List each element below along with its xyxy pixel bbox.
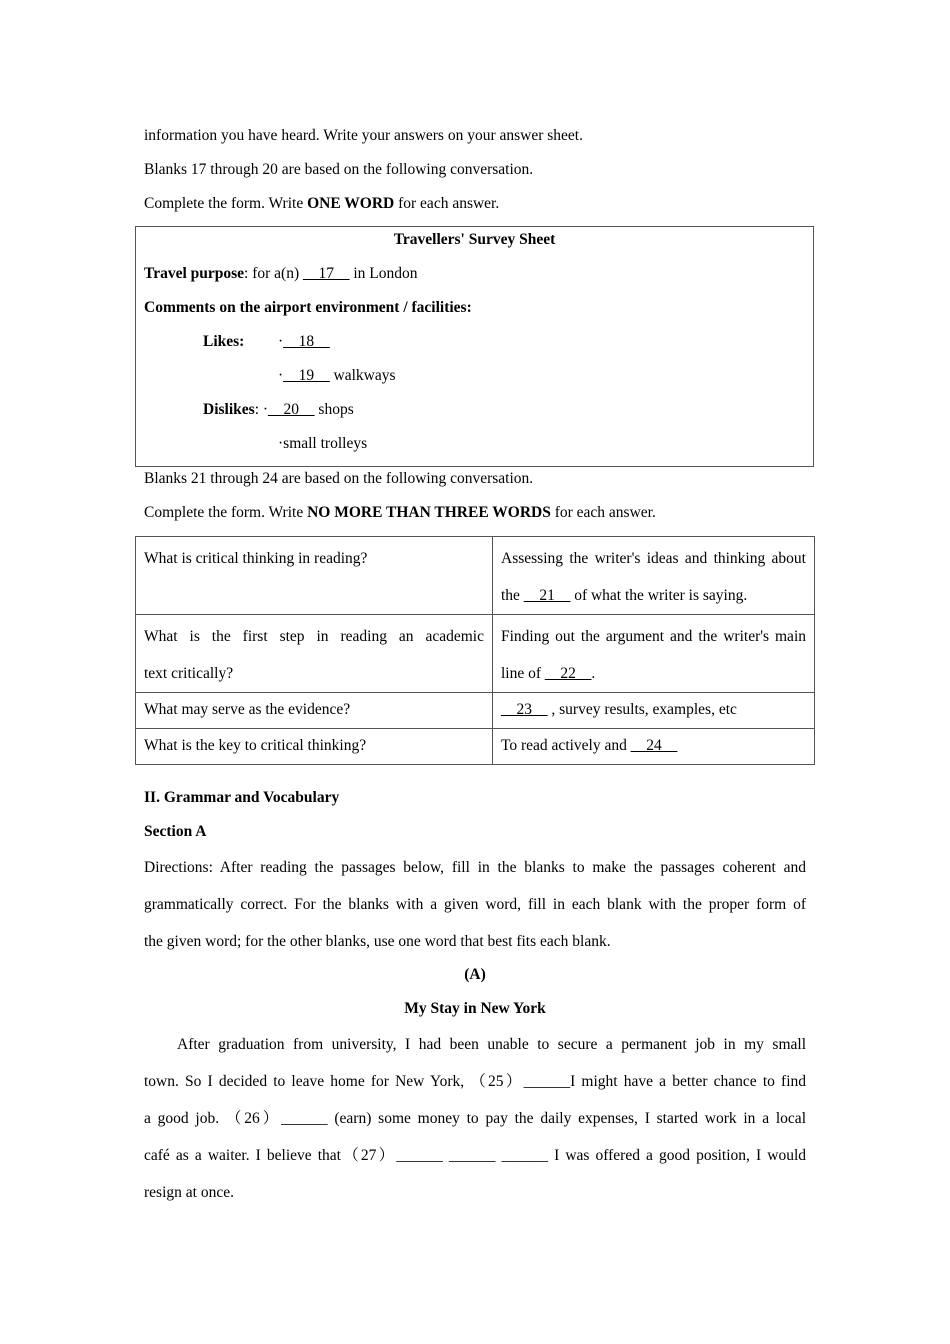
intro-line-1: information you have heard. Write your answers on your answer sheet.	[144, 127, 583, 144]
section2-intro-line-2: Complete the form. Write NO MORE THAN THREE WORDS for each answer.	[144, 504, 656, 521]
passage-title: My Stay in New York	[404, 1000, 546, 1017]
passage-paragraph: After graduation from university, I had been unable to secure a permanent job in my small town. So I decided to leave home for New York, （25）______I might have a better chance to find a good job. （26）______ (earn) some money to pay the daily expenses, I started work in a local café as a waiter. I believe that（27）______ ______ ______ I was offered a good position, I would resign at once.	[144, 1036, 806, 1201]
intro-line-3: Complete the form. Write ONE WORD for each answer.	[144, 195, 500, 212]
question-cell: What may serve as the evidence?	[136, 693, 493, 729]
table-row	[136, 615, 815, 693]
critical-thinking-table	[135, 536, 815, 765]
answer-cell: Finding out the argument and the writer's main line of __22__.	[493, 615, 815, 693]
table-row	[136, 693, 815, 729]
survey-title: Travellers' Survey Sheet	[393, 231, 556, 248]
survey-likes-item-2: ·__19__ walkways	[278, 367, 396, 384]
blank-17: __17__	[303, 265, 350, 282]
blank-21: __21__	[523, 587, 571, 604]
survey-travel-purpose: Travel purpose: for a(n) __17__ in London	[144, 265, 418, 282]
answer-cell: Assessing the writer's ideas and thinking about the __21__ of what the writer is saying.	[493, 537, 815, 615]
blank-18: __18__	[283, 333, 330, 350]
passage-label: (A)	[464, 966, 486, 983]
survey-likes-label: Likes:	[203, 333, 245, 350]
question-cell: What is critical thinking in reading?	[136, 537, 493, 615]
blank-23: __23__	[501, 701, 548, 718]
blank-19: __19__	[283, 367, 330, 384]
section2-intro-line-1: Blanks 21 through 24 are based on the following conversation.	[144, 470, 534, 487]
part2-heading: II. Grammar and Vocabulary	[144, 789, 340, 806]
directions-paragraph: Directions: After reading the passages below, fill in the blanks to make the passages coherent and grammatically correct. For the blanks with a given word, fill in each blank with the proper form of the given word; for the other blanks, use one word that best fits each blank.	[144, 859, 806, 950]
survey-likes-item-1: ·__18__	[278, 333, 330, 350]
blank-22: __22__	[544, 665, 592, 682]
table-row	[136, 537, 815, 615]
table-row	[136, 729, 815, 765]
survey-dislikes-item-2: ·small trolleys	[278, 435, 368, 452]
answer-cell: __23__ , survey results, examples, etc	[493, 693, 815, 729]
survey-dislikes-item-1: Dislikes: ·__20__ shops	[203, 401, 354, 418]
survey-comments-heading: Comments on the airport environment / facilities:	[144, 299, 472, 316]
answer-cell: To read actively and __24__	[493, 729, 815, 765]
intro-line-2: Blanks 17 through 20 are based on the following conversation.	[144, 161, 534, 178]
blank-20: __20__	[268, 401, 315, 418]
question-cell: What is the first step in reading an academic text critically?	[136, 615, 493, 693]
blank-24: __24__	[630, 737, 678, 754]
question-cell: What is the key to critical thinking?	[136, 729, 493, 765]
section-a-heading: Section A	[144, 823, 207, 840]
travellers-survey-sheet	[135, 226, 814, 467]
